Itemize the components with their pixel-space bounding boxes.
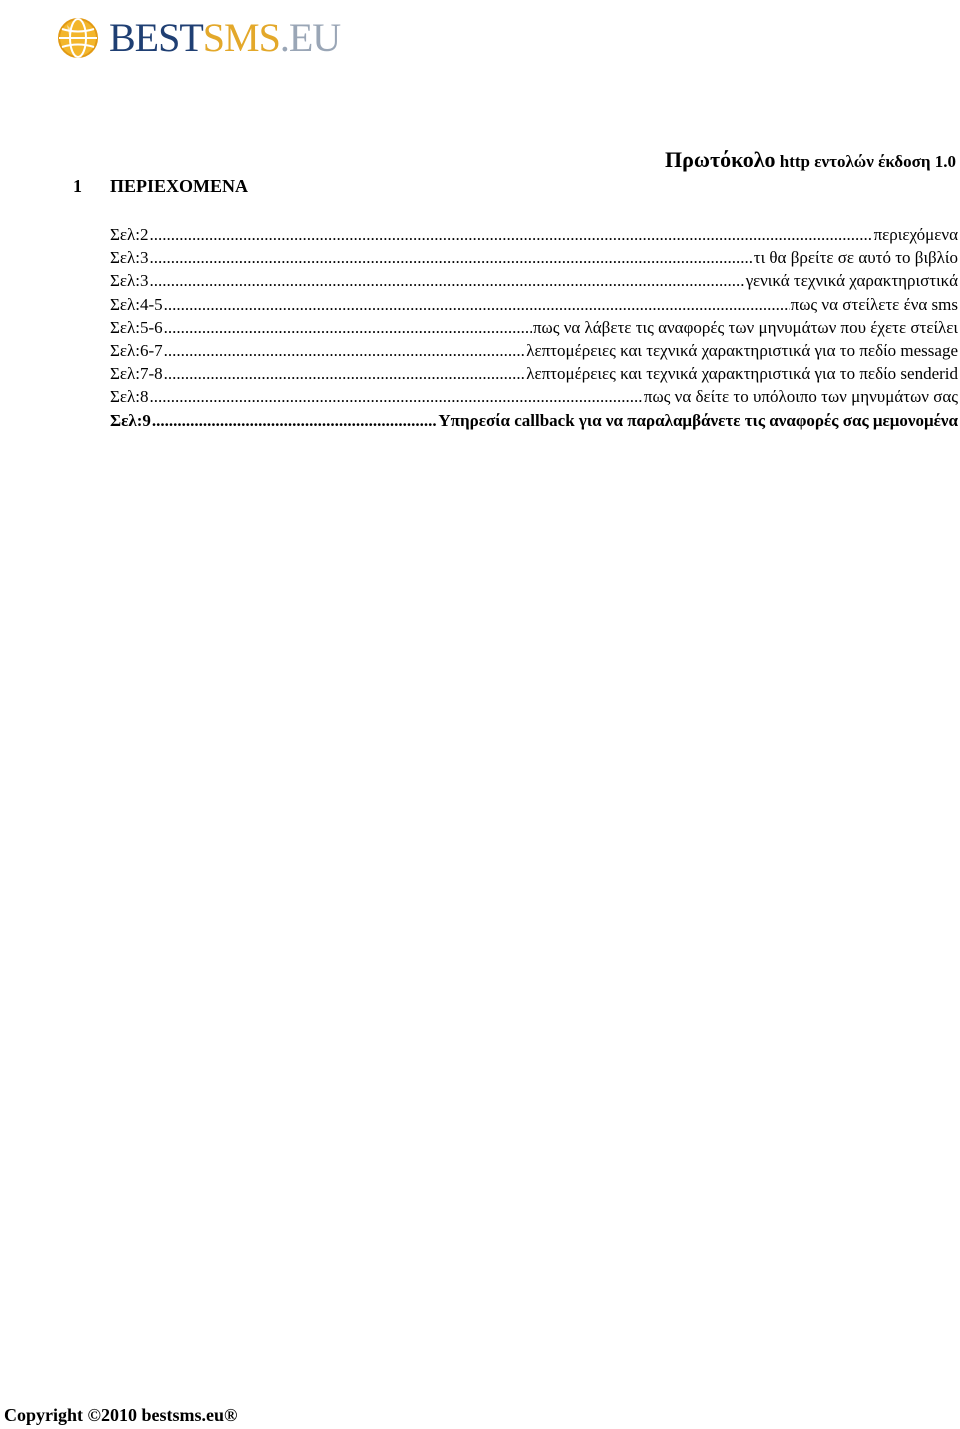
toc-title: Υπηρεσία callback για να παραλαμβάνετε τις αναφορές σας μεμονομένα — [438, 410, 958, 430]
site-logo — [57, 16, 340, 60]
logo-sms-text: SMS — [202, 15, 280, 60]
toc-entry — [110, 269, 958, 292]
toc-leader — [150, 246, 753, 269]
toc-page: Σελ:7-8 — [110, 364, 163, 384]
section-number: 1 — [73, 176, 82, 196]
toc-leader — [152, 409, 437, 432]
toc-entry — [110, 409, 958, 432]
toc-title: πως να δείτε το υπόλοιπο των μηνυμάτων σας — [643, 387, 958, 407]
toc-title: τι θα βρείτε σε αυτό το βιβλίο — [753, 248, 958, 268]
toc-leader — [150, 385, 643, 408]
document-title-main: Πρωτόκολο — [665, 147, 776, 172]
toc-title: λεπτομέρειες και τεχνικά χαρακτηριστικά για το πεδίο message — [526, 340, 958, 360]
toc-page: Σελ:2 — [110, 225, 149, 244]
section-title: ΠΕΡΙΕΧΟΜΕΝΑ — [110, 176, 249, 196]
toc-entry — [110, 293, 958, 316]
toc-leader — [164, 362, 526, 385]
toc-entry — [110, 223, 958, 246]
toc-page: Σελ:9 — [110, 410, 151, 430]
toc-title: πως να λάβετε τις αναφορές των μηνυμάτων που έχετε στείλει — [532, 317, 958, 337]
toc-title: λεπτομέρειες και τεχνικά χαρακτηριστικά για το πεδίο senderid — [526, 364, 958, 384]
toc-leader — [150, 269, 745, 292]
section-heading — [73, 176, 248, 197]
toc-page: Σελ:8 — [110, 387, 149, 407]
table-of-contents — [110, 223, 958, 432]
toc-page: Σελ:3 — [110, 271, 149, 291]
toc-leader — [164, 339, 526, 362]
toc-page: Σελ:6-7 — [110, 340, 163, 360]
toc-page: Σελ:4-5 — [110, 294, 163, 314]
toc-entry — [110, 316, 958, 339]
toc-entry — [110, 385, 958, 408]
toc-page: Σελ:3 — [110, 248, 149, 268]
logo-eu-text: .EU — [279, 15, 341, 60]
toc-page: Σελ:5-6 — [110, 317, 163, 337]
toc-entry — [110, 246, 958, 269]
toc-title: πως να στείλετε ένα sms — [790, 294, 958, 314]
toc-title: περιεχόμενα — [873, 225, 958, 244]
copyright-footer: Copyright ©2010 bestsms.eu® — [4, 1405, 238, 1425]
logo-wordmark — [109, 16, 340, 60]
toc-title: γενικά τεχνικά χαρακτηριστικά — [745, 271, 958, 291]
globe-icon — [57, 17, 99, 59]
logo-best-text: BEST — [109, 15, 203, 60]
toc-entry — [110, 362, 958, 385]
document-title — [665, 147, 956, 173]
toc-leader — [164, 316, 532, 339]
document-title-rest: http εντολών έκδοση 1.0 — [775, 152, 956, 171]
toc-leader — [164, 293, 790, 316]
toc-leader — [150, 223, 873, 246]
toc-entry — [110, 339, 958, 362]
